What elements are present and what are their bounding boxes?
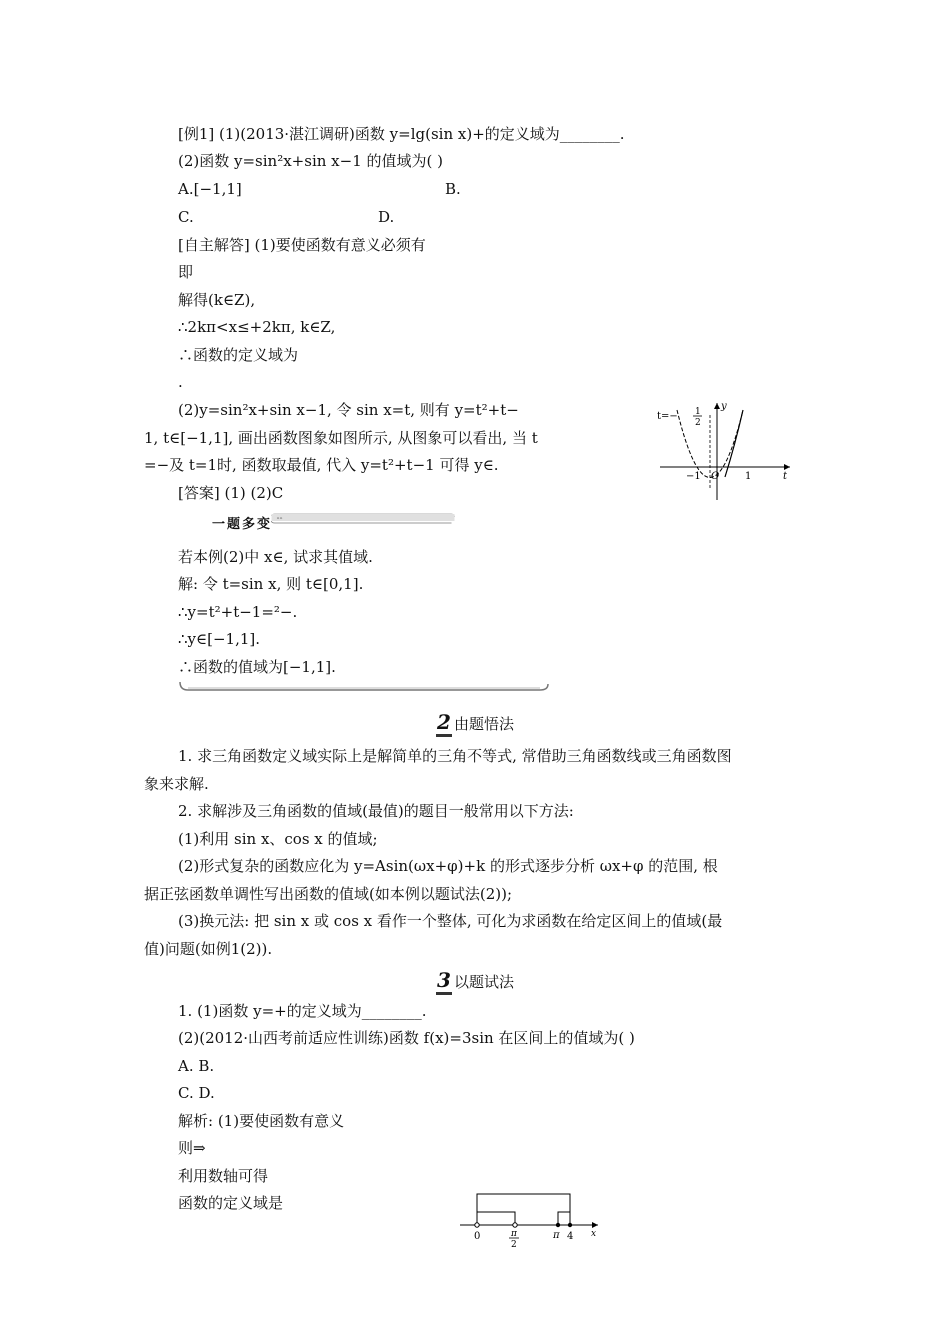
section2-p1b: 象来求解. <box>144 775 209 793</box>
solution-heading: [自主解答] (1)要使函数有意义必须有 <box>178 236 426 254</box>
section2-header <box>0 710 950 734</box>
section3-q1: 1. (1)函数 y=+的定义域为________. <box>178 1002 427 1020</box>
variant-line2: 解: 令 t=sin x, 则 t∈[0,1]. <box>178 575 364 593</box>
label-t: t <box>783 471 788 482</box>
label-one: 1 <box>745 471 752 482</box>
variant-line4: ∴y∈[−1,1]. <box>178 630 261 648</box>
section3-title: 以题试法 <box>453 973 514 991</box>
section3-analysis3: 利用数轴可得 <box>178 1167 269 1185</box>
label-pi-half-den: 2 <box>511 1240 517 1250</box>
parabola-graph <box>655 395 795 505</box>
section2-p4b: 据正弦函数单调性写出函数的值域(如本例以题试法(2)); <box>144 885 513 903</box>
variant-box-bottom <box>178 680 550 694</box>
section3-options-ab: A. B. <box>178 1057 215 1075</box>
section2-title: 由题悟法 <box>453 715 514 733</box>
option-d: D. <box>378 208 395 226</box>
section2-p4a: (2)形式复杂的函数应化为 y=Asin(ωx+φ)+k 的形式逐步分析 ωx+φ 的范围, 根 <box>178 857 718 875</box>
section3-analysis1: 解析: (1)要使函数有意义 <box>178 1112 345 1130</box>
solution2-line3: =−及 t=1时, 函数取最值, 代入 y=t²+t−1 可得 y∈. <box>144 456 499 474</box>
option-a: A.[−1,1] <box>178 180 242 198</box>
solution-domain: ∴函数的定义域为 <box>178 346 299 364</box>
label-four: 4 <box>567 1231 574 1242</box>
label-half-den: 2 <box>695 418 701 428</box>
label-x: x <box>591 1229 597 1239</box>
section3-analysis4: 函数的定义域是 <box>178 1194 284 1212</box>
example-part2: (2)函数 y=sin²x+sin x−1 的值域为( ) <box>178 152 443 170</box>
label-y: y <box>721 401 727 412</box>
section3-header <box>0 968 950 992</box>
label-t-eq: t=− <box>657 411 678 422</box>
solution-range: ∴2kπ<x≤+2kπ, k∈Z, <box>178 318 336 336</box>
section2-number: 2 <box>436 710 452 737</box>
label-pi-half-num: π <box>511 1229 517 1239</box>
example-title: [例1] (1)(2013·湛江调研)函数 y=lg(sin x)+的定义域为________. <box>178 125 625 143</box>
variant-line3: ∴y=t²+t−1=²−. <box>178 603 298 621</box>
number-line-graph <box>455 1186 605 1252</box>
label-pi: π <box>553 1230 560 1241</box>
variant-line1: 若本例(2)中 x∈, 试求其值域. <box>178 548 373 566</box>
label-neg1: −1 <box>686 471 701 482</box>
solution2-line1: (2)y=sin²x+sin x−1, 令 sin x=t, 则有 y=t²+t− <box>178 401 519 419</box>
variant-line5: ∴函数的值域为[−1,1]. <box>178 658 336 676</box>
section3-options-cd: C. D. <box>178 1084 215 1102</box>
section3-q2: (2)(2012·山西考前适应性训练)函数 f(x)=3sin 在区间上的值域为( ) <box>178 1029 635 1047</box>
svg-text:»»: »» <box>276 515 283 522</box>
answer-line: [答案] (1) (2)C <box>178 484 284 502</box>
section3-analysis2: 则⇒ <box>178 1139 206 1157</box>
section2-p5b: 值)问题(如例1(2)). <box>144 940 273 958</box>
section3-number: 3 <box>436 968 452 995</box>
variant-title: 一题多变 <box>212 517 273 532</box>
option-b: B. <box>445 180 461 198</box>
section2-p5a: (3)换元法: 把 sin x 或 cos x 看作一个整体, 可化为求函数在给定区间上的值域(最 <box>178 912 723 930</box>
label-half-num: 1 <box>695 407 701 417</box>
section2-p3: (1)利用 sin x、cos x 的值域; <box>178 830 378 848</box>
section2-p2: 2. 求解涉及三角函数的值域(最值)的题目一般常用以下方法: <box>178 802 574 820</box>
label-zero: 0 <box>474 1231 481 1242</box>
section2-p1a: 1. 求三角函数定义域实际上是解简单的三角不等式, 常借助三角函数线或三角函数图 <box>178 747 732 765</box>
option-c: C. <box>178 208 194 226</box>
solution-jie: 解得(k∈Z), <box>178 291 256 309</box>
solution2-line2: 1, t∈[−1,1], 画出函数图象如图所示, 从图象可以看出, 当 t <box>144 429 538 447</box>
solution-dot: . <box>178 373 183 391</box>
label-origin: O <box>711 471 720 482</box>
solution-ji: 即 <box>178 263 194 281</box>
